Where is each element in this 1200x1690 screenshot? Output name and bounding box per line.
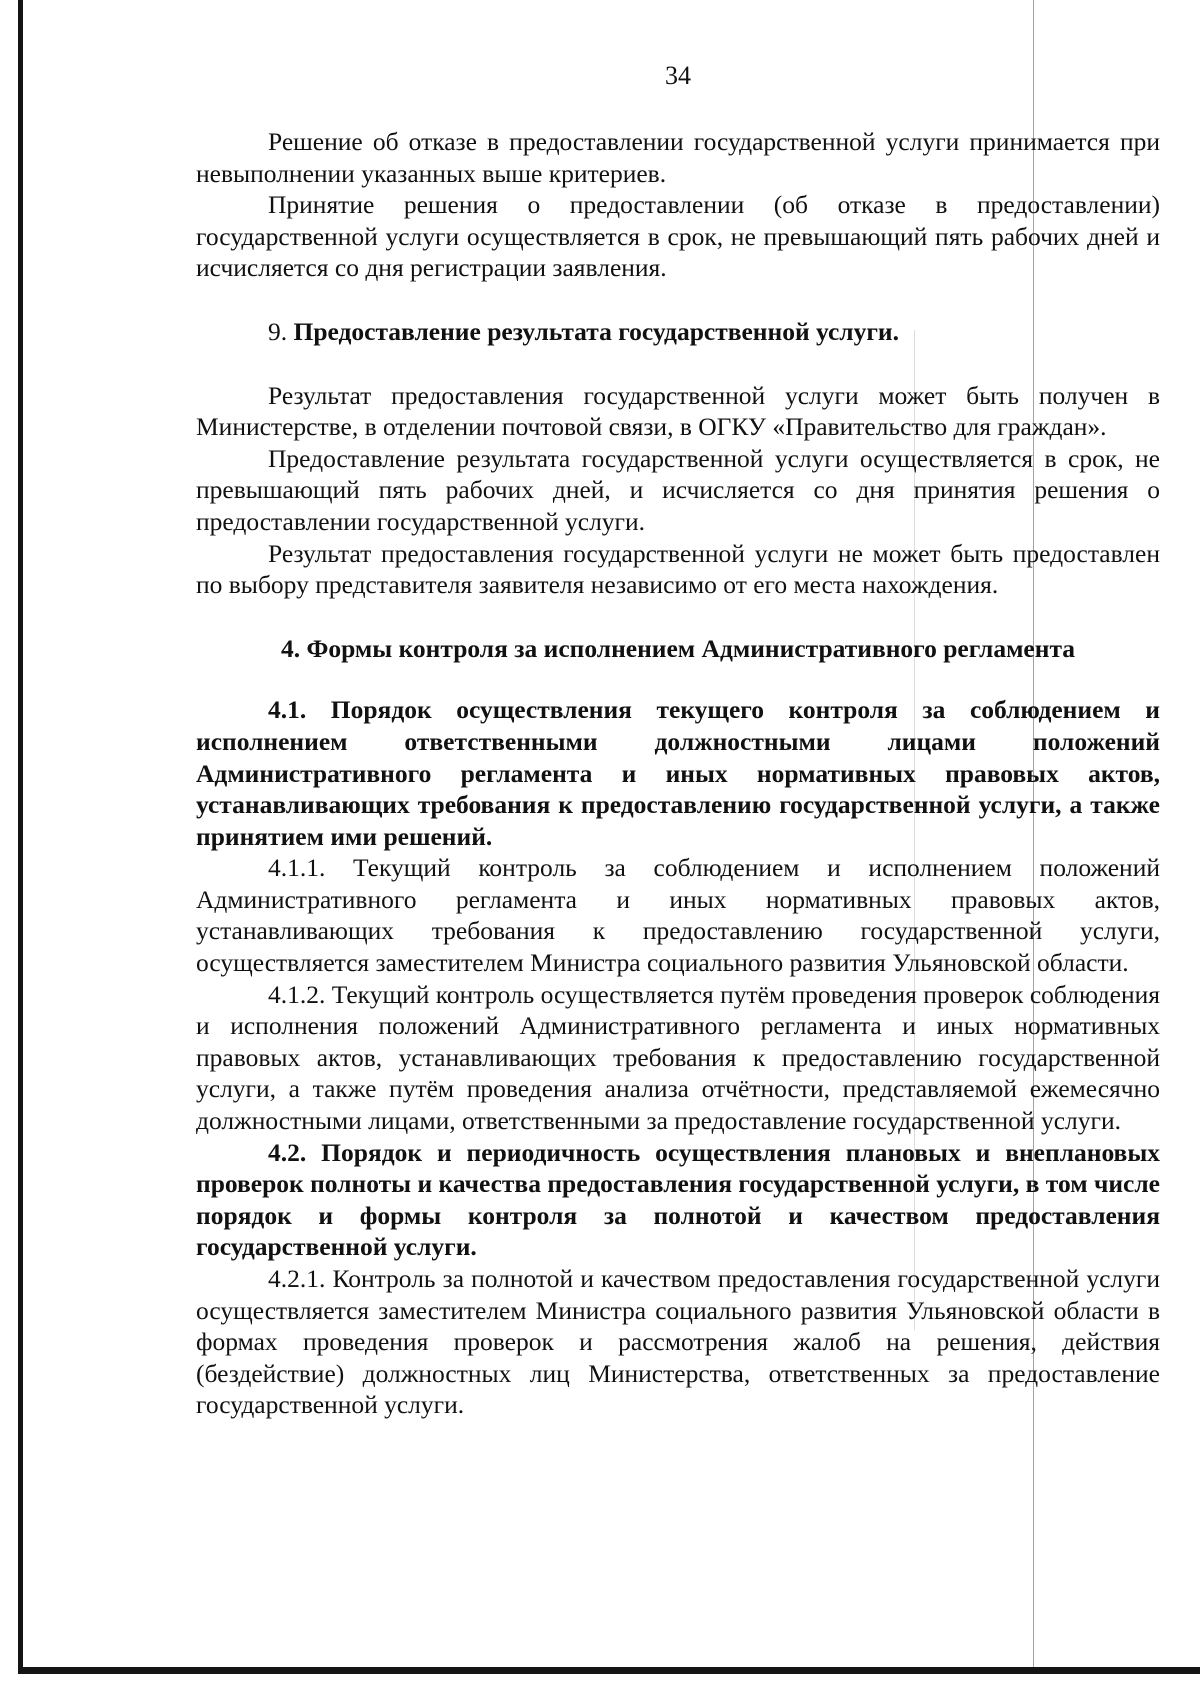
- scan-border-bottom: [18, 1667, 1200, 1674]
- section-9-heading: [196, 316, 1160, 348]
- spacer: [196, 601, 1160, 633]
- paragraph-result-receipt: Результат предоставления государственной услуги может быть получен в Министерстве, в отделении почтовой связи, в ОГКУ «Правительство для граждан».: [196, 380, 1160, 442]
- spacer: [196, 284, 1160, 316]
- paragraph-4-2-1: 4.2.1. Контроль за полнотой и качеством предоставления государственной услуги осуществляется заместителем Министра социального развития Ульяновской области в формах проведения проверок и рассмотрения жалоб на решения, действия (бездействие) должностных лиц Министерства, ответственных за предоставление государственной услуги.: [196, 1264, 1160, 1420]
- paragraph-4-1-1: 4.1.1. Текущий контроль за соблюдением и исполнением положений Административного регламента и иных нормативных правовых актов, устанавливающих требования к предоставлению государственной услуги, осуществляется заместителем Министра социального развития Ульяновской области.: [196, 853, 1160, 978]
- scan-border-left: [18, 0, 23, 1672]
- paragraph-4-1-2: 4.1.2. Текущий контроль осуществляется путём проведения проверок соблюдения и исполнения положений Административного регламента и иных нормативных правовых актов, устанавливающих требования к предоставлению государственной услуги, а также путём проведения анализа отчётности, представляемой ежемесячно должностными лицами, ответственными за предоставление государственной услуги.: [196, 979, 1161, 1136]
- section-4-2-heading: 4.2. Порядок и периодичность осуществления плановых и внеплановых проверок полноты и качества предоставления государственной услуги, в том числе порядок и формы контроля за полнотой и качеством предоставления государственной услуги.: [196, 1137, 1160, 1262]
- section-9-title: Предоставление результата государственной услуги.: [293, 316, 900, 346]
- document-page: [196, 60, 1160, 1421]
- page-number: 34: [665, 61, 691, 90]
- chapter-4-heading: 4. Формы контроля за исполнением Административного регламента: [280, 633, 1076, 663]
- section-4-1-heading: 4.1. Порядок осуществления текущего контроля за соблюдением и исполнением ответственными должностными лицами положений Административного регламента и иных нормативных правовых актов, устанавливающих требования к предоставлению государственной услуги, а также принятием ими решений.: [196, 695, 1160, 851]
- paragraph-result-location: Результат предоставления государственной услуги не может быть предоставлен по выбору представителя заявителя независимо от его места нахождения.: [196, 538, 1160, 600]
- section-9-number: 9.: [268, 316, 288, 346]
- spacer: [196, 348, 1160, 380]
- paragraph-refusal-decision: Решение об отказе в предоставлении государственной услуги принимается при невыполнении указанных выше критериев.: [196, 127, 1160, 188]
- paragraph-decision-deadline: Принятие решения о предоставлении (об отказе в предоставлении) государственной услуги осуществляется в срок, не превышающий пять рабочих дней и исчисляется со дня регистрации заявления.: [196, 190, 1160, 283]
- paragraph-result-deadline: Предоставление результата государственной услуги осуществляется в срок, не превышающий пять рабочих дней, и исчисляется со дня принятия решения о предоставлении государственной услуги.: [196, 443, 1160, 536]
- spacer: [196, 664, 1160, 694]
